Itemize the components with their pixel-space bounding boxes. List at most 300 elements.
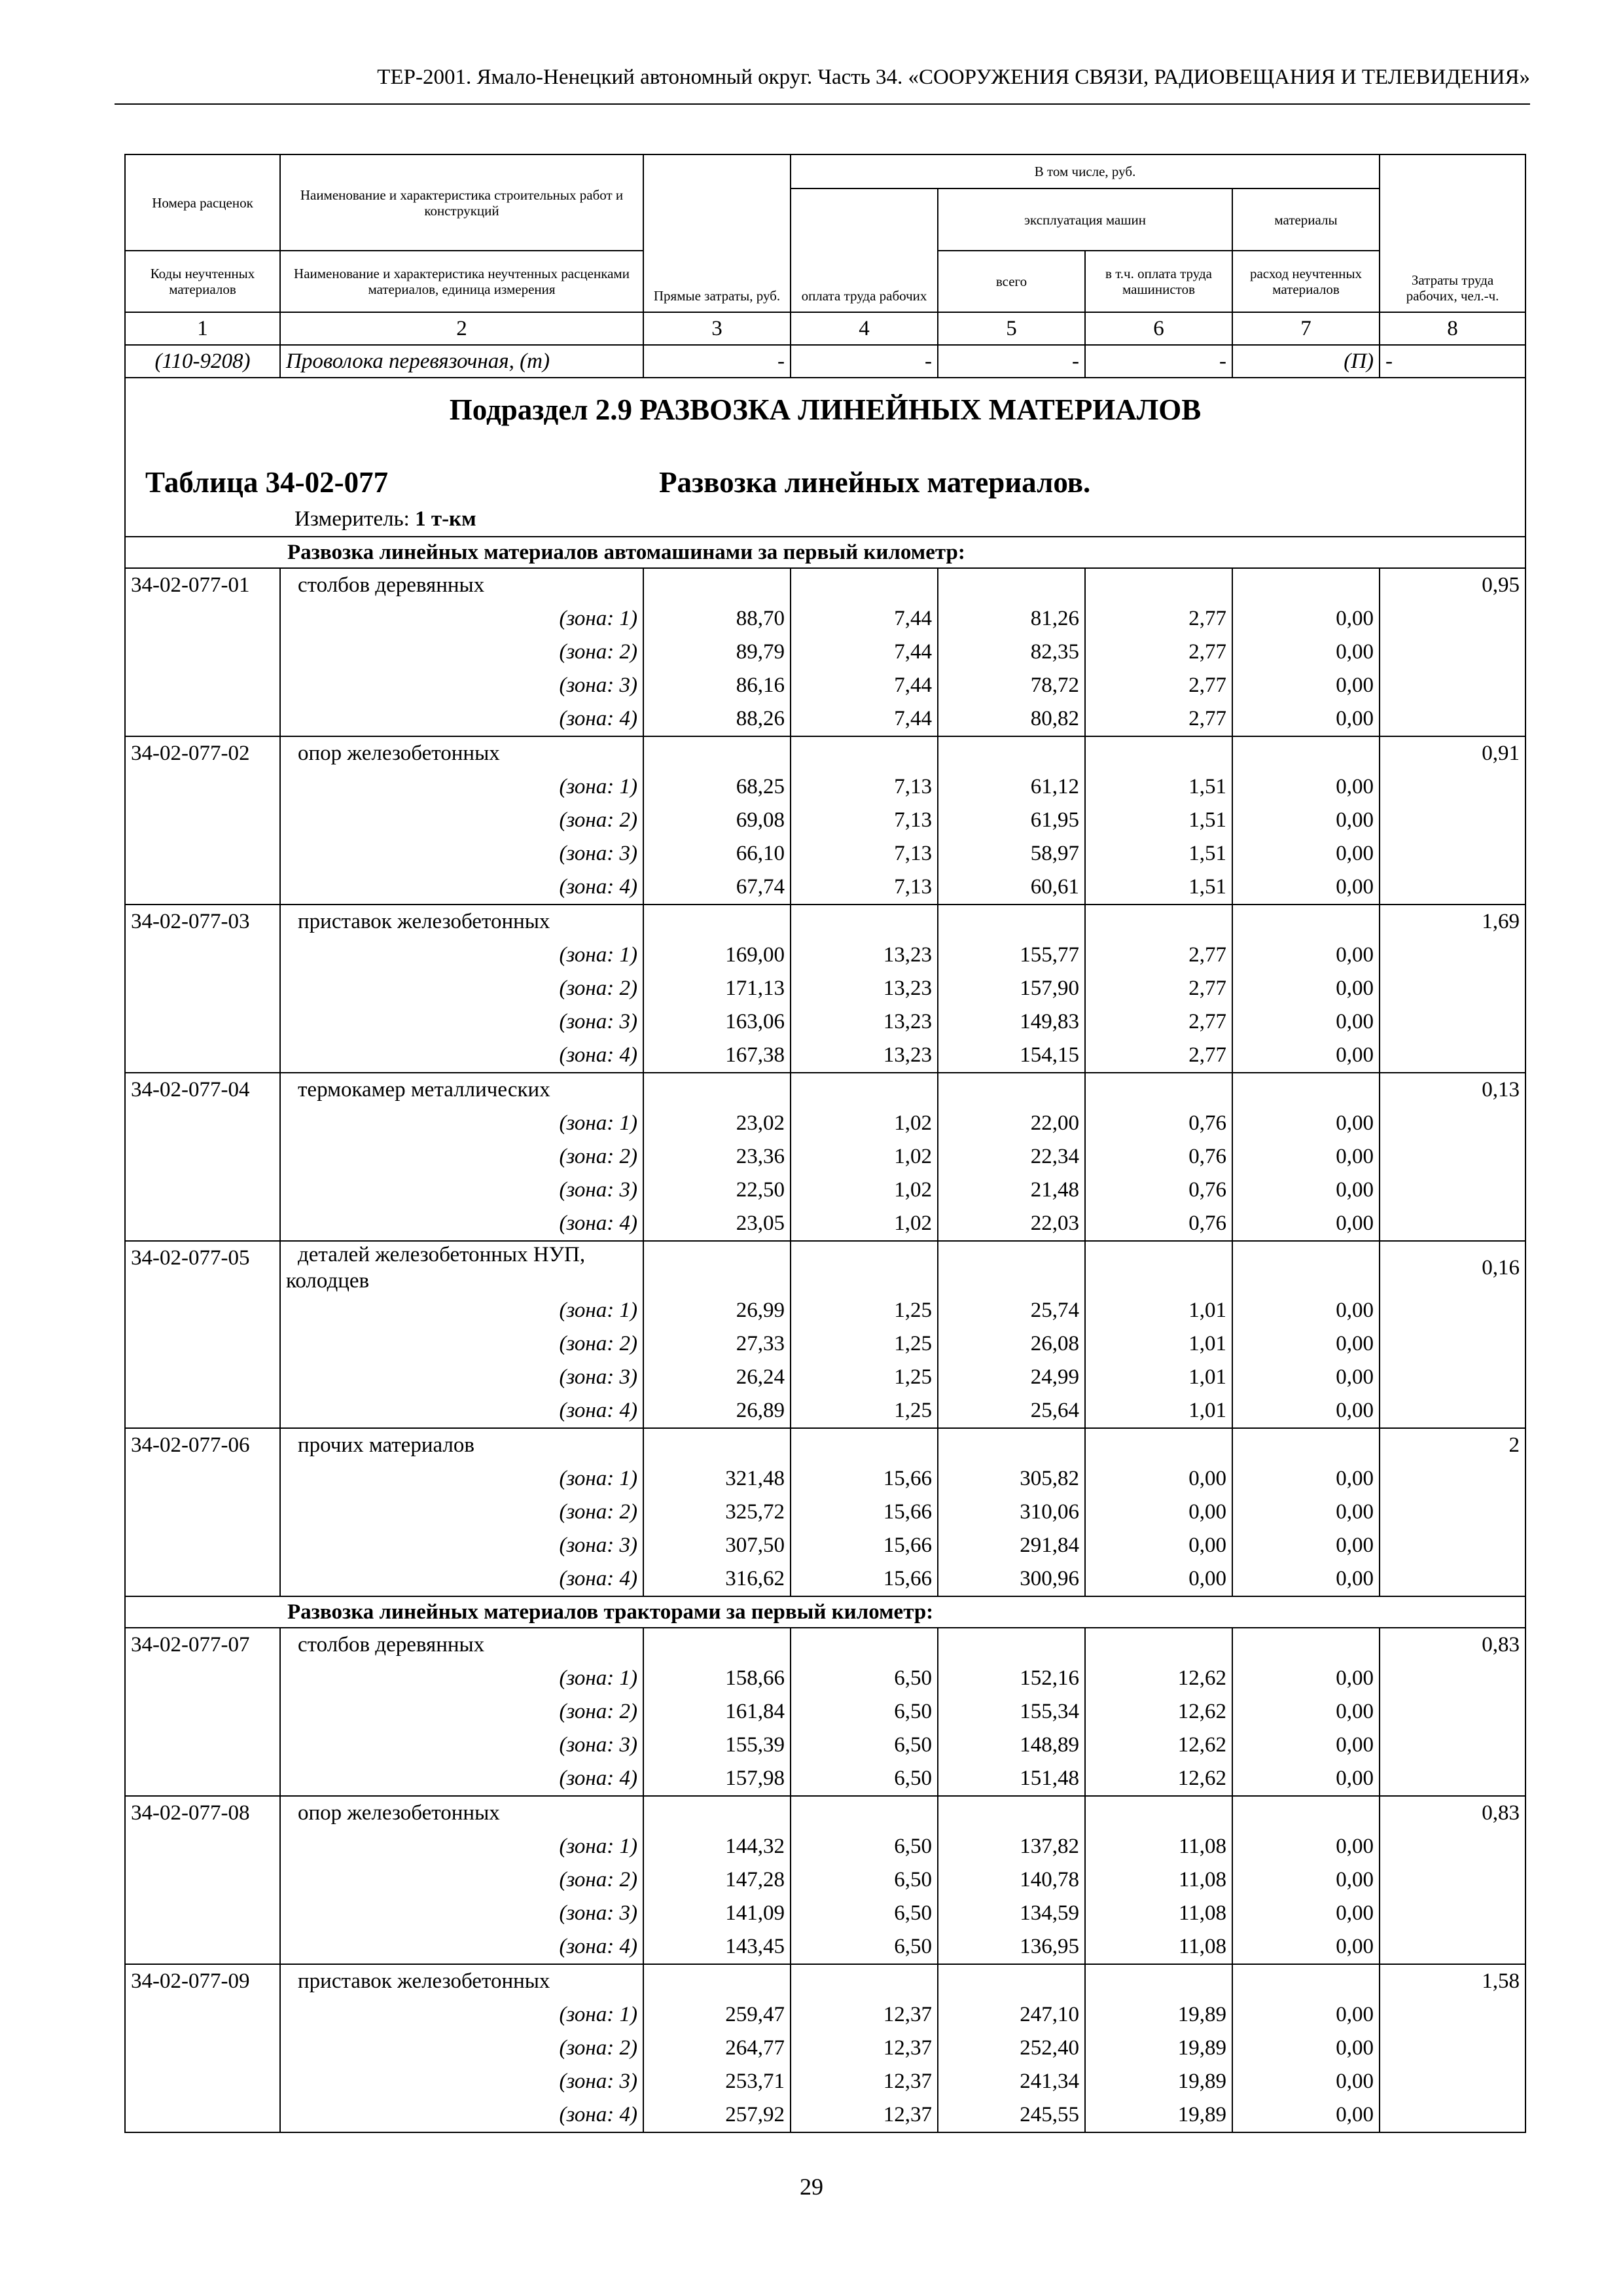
empty-cell [1380,1174,1525,1207]
empty-cell [125,636,280,669]
group-title: Развозка линейных материалов автомашинами за первый километр: [125,537,1525,568]
direct-cost: 68,25 [643,770,791,804]
col1-top-header: Номера расценок [125,154,280,251]
labor-pay: 6,50 [791,1930,938,1964]
empty-cell [1380,1462,1525,1496]
col-number: 4 [791,312,938,345]
rate-code: 34-02-077-09 [125,1964,280,1998]
zone-row [125,1562,1525,1596]
machinist-pay: 11,08 [1085,1897,1232,1930]
empty-cell [1380,669,1525,702]
labor-pay: 12,37 [791,2065,938,2098]
empty-cell [1380,1897,1525,1930]
table-body [125,537,1525,2132]
machinist-pay: 1,01 [1085,1361,1232,1394]
materials-cost: 0,00 [1232,1695,1380,1729]
empty-cell [938,1628,1085,1662]
empty-cell [1085,905,1232,939]
labor-pay: 6,50 [791,1897,938,1930]
empty-cell [1232,1073,1380,1107]
machine-total: 58,97 [938,837,1085,870]
empty-cell [791,1073,938,1107]
empty-cell [1232,568,1380,602]
direct-cost: 157,98 [643,1762,791,1796]
zone-label: (зона: 4) [280,1930,643,1964]
machinist-pay: 0,00 [1085,1529,1232,1562]
zone-row [125,770,1525,804]
rates-table [124,154,1526,2133]
labor-pay: 7,44 [791,602,938,636]
empty-cell [1380,1695,1525,1729]
item-row [125,1628,1525,1662]
labor-pay: 12,37 [791,1998,938,2032]
empty-cell [125,2032,280,2065]
item-name: деталей железобетонных НУП, колодцев [280,1241,643,1294]
materials-cost: 0,00 [1232,1729,1380,1762]
empty-cell [1232,1964,1380,1998]
machinist-pay: 1,51 [1085,804,1232,837]
table-caption [139,465,1512,505]
materials-cost: 0,00 [1232,1140,1380,1174]
wire-material-row [125,345,1525,378]
labor-cost: 0,91 [1380,736,1525,770]
machinist-pay: 19,89 [1085,2032,1232,2065]
empty-cell [125,1207,280,1241]
zone-label: (зона: 1) [280,1662,643,1695]
machinist-pay: 2,77 [1085,636,1232,669]
materials-cost: 0,00 [1232,972,1380,1005]
empty-cell [1380,1930,1525,1964]
machinist-pay: 0,76 [1085,1107,1232,1140]
empty-cell [1380,1496,1525,1529]
machine-total: 80,82 [938,702,1085,736]
empty-cell [938,1241,1085,1294]
empty-cell [1232,1428,1380,1462]
empty-cell [643,1964,791,1998]
empty-cell [791,905,938,939]
empty-cell [643,905,791,939]
zone-label: (зона: 2) [280,636,643,669]
wire-c4: - [791,345,938,378]
zone-label: (зона: 1) [280,1107,643,1140]
zone-label: (зона: 3) [280,2065,643,2098]
zone-label: (зона: 2) [280,1863,643,1897]
machinist-pay: 1,01 [1085,1394,1232,1428]
measure-unit [294,505,1512,533]
col1-bottom-header: Коды неучтенных материалов [125,251,280,312]
empty-cell [1380,1294,1525,1327]
empty-cell [125,1897,280,1930]
empty-cell [1380,1039,1525,1073]
table-name: Развозка линейных материалов. [659,466,1091,499]
empty-cell [125,669,280,702]
direct-cost: 23,36 [643,1140,791,1174]
empty-cell [1380,870,1525,905]
machinist-pay: 11,08 [1085,1863,1232,1897]
item-name: прочих материалов [280,1428,643,1462]
machine-total: 61,12 [938,770,1085,804]
empty-cell [643,1628,791,1662]
materials-cost: 0,00 [1232,1327,1380,1361]
zone-row [125,1107,1525,1140]
machine-total: 155,77 [938,939,1085,972]
empty-cell [125,1695,280,1729]
empty-cell [125,1562,280,1596]
zone-row [125,1998,1525,2032]
zone-row [125,1294,1525,1327]
empty-cell [1380,1394,1525,1428]
machinist-pay: 19,89 [1085,1998,1232,2032]
empty-cell [125,870,280,905]
labor-pay: 1,25 [791,1294,938,1327]
zone-label: (зона: 2) [280,1695,643,1729]
col-number: 1 [125,312,280,345]
machinist-pay: 2,77 [1085,972,1232,1005]
materials-cost: 0,00 [1232,939,1380,972]
empty-cell [125,602,280,636]
empty-cell [125,1930,280,1964]
machinist-pay: 19,89 [1085,2065,1232,2098]
item-name: термокамер металлических [280,1073,643,1107]
zone-row [125,1039,1525,1073]
machinist-pay: 2,77 [1085,939,1232,972]
materials-cost: 0,00 [1232,1039,1380,1073]
materials-cost: 0,00 [1232,2065,1380,2098]
zone-row [125,972,1525,1005]
empty-cell [1380,1762,1525,1796]
empty-cell [125,1462,280,1496]
zone-label: (зона: 1) [280,1294,643,1327]
rate-code: 34-02-077-02 [125,736,280,770]
labor-pay: 7,13 [791,837,938,870]
direct-cost: 141,09 [643,1897,791,1930]
materials-cost: 0,00 [1232,1005,1380,1039]
header-row-1 [125,154,1525,188]
zone-label: (зона: 4) [280,1562,643,1596]
col2-bottom-header: Наименование и характеристика неучтенных расценками материалов, единица измерения [280,251,643,312]
empty-cell [938,1796,1085,1830]
direct-cost: 316,62 [643,1562,791,1596]
direct-cost: 143,45 [643,1930,791,1964]
direct-cost: 23,05 [643,1207,791,1241]
item-name: опор железобетонных [280,1796,643,1830]
direct-cost: 23,02 [643,1107,791,1140]
empty-cell [1380,972,1525,1005]
materials-cost: 0,00 [1232,1294,1380,1327]
zone-row [125,1930,1525,1964]
materials-cost: 0,00 [1232,1529,1380,1562]
zone-label: (зона: 3) [280,669,643,702]
labor-pay: 6,50 [791,1695,938,1729]
direct-cost: 67,74 [643,870,791,905]
machine-total: 78,72 [938,669,1085,702]
empty-cell [1380,1107,1525,1140]
rate-code: 34-02-077-04 [125,1073,280,1107]
machinist-pay: 1,51 [1085,870,1232,905]
zone-label: (зона: 4) [280,1762,643,1796]
empty-cell [791,1796,938,1830]
column-numbers-row [125,312,1525,345]
zone-label: (зона: 3) [280,1529,643,1562]
direct-cost: 257,92 [643,2098,791,2132]
zone-row [125,1361,1525,1394]
labor-pay: 1,02 [791,1140,938,1174]
direct-cost: 27,33 [643,1327,791,1361]
empty-cell [1380,602,1525,636]
zone-row [125,1695,1525,1729]
machine-total: 300,96 [938,1562,1085,1596]
group-title: Развозка линейных материалов тракторами за первый километр: [125,1596,1525,1628]
labor-pay: 1,25 [791,1327,938,1361]
direct-cost: 158,66 [643,1662,791,1695]
direct-cost: 147,28 [643,1863,791,1897]
empty-cell [791,1241,938,1294]
direct-cost: 26,99 [643,1294,791,1327]
machine-total: 136,95 [938,1930,1085,1964]
machinist-pay: 1,01 [1085,1294,1232,1327]
zone-row [125,1394,1525,1428]
empty-cell [125,1529,280,1562]
empty-cell [938,1964,1085,1998]
materials-cost: 0,00 [1232,1762,1380,1796]
machines-header: эксплуатация машин [938,188,1232,251]
materials-cost: 0,00 [1232,702,1380,736]
zone-row [125,1140,1525,1174]
zone-label: (зона: 2) [280,1496,643,1529]
empty-cell [643,1428,791,1462]
machine-total: 245,55 [938,2098,1085,2132]
machine-total: 155,34 [938,1695,1085,1729]
materials-cost: 0,00 [1232,1830,1380,1863]
rate-code: 34-02-077-06 [125,1428,280,1462]
empty-cell [1380,1863,1525,1897]
empty-cell [1380,1998,1525,2032]
materials-cost: 0,00 [1232,602,1380,636]
empty-cell [1085,1964,1232,1998]
empty-cell [643,568,791,602]
item-row [125,1241,1525,1294]
item-row [125,568,1525,602]
labor-pay: 1,02 [791,1107,938,1140]
zone-row [125,1327,1525,1361]
labor-pay: 6,50 [791,1729,938,1762]
rate-code: 34-02-077-07 [125,1628,280,1662]
zone-row [125,1662,1525,1695]
materials-cost: 0,00 [1232,1930,1380,1964]
measure-value: 1 т-км [415,507,476,531]
empty-cell [125,939,280,972]
machine-total: 26,08 [938,1327,1085,1361]
empty-cell [125,1998,280,2032]
empty-cell [125,804,280,837]
materials-cost: 0,00 [1232,1174,1380,1207]
direct-cost: 144,32 [643,1830,791,1863]
empty-cell [125,2065,280,2098]
materials-cost: 0,00 [1232,1394,1380,1428]
zone-label: (зона: 1) [280,602,643,636]
wire-c3: - [643,345,791,378]
empty-cell [1380,636,1525,669]
zone-row [125,2098,1525,2132]
machine-total: 140,78 [938,1863,1085,1897]
group-title-row [125,537,1525,568]
machinist-pay: 1,51 [1085,837,1232,870]
item-name: приставок железобетонных [280,905,643,939]
zone-row [125,2032,1525,2065]
materials-cost: 0,00 [1232,1361,1380,1394]
col-number: 5 [938,312,1085,345]
item-row [125,905,1525,939]
machine-total: 152,16 [938,1662,1085,1695]
zone-row [125,1005,1525,1039]
empty-cell [125,1662,280,1695]
machine-total: 21,48 [938,1174,1085,1207]
empty-cell [1085,1073,1232,1107]
zone-label: (зона: 1) [280,1462,643,1496]
machinist-pay: 12,62 [1085,1762,1232,1796]
empty-cell [1380,1207,1525,1241]
empty-cell [791,1428,938,1462]
empty-cell [125,1327,280,1361]
empty-cell [1380,1327,1525,1361]
empty-cell [125,1294,280,1327]
direct-cost: 69,08 [643,804,791,837]
machine-total: 137,82 [938,1830,1085,1863]
col5-header: всего [938,251,1085,312]
labor-cost: 0,83 [1380,1796,1525,1830]
materials-cost: 0,00 [1232,1662,1380,1695]
machinist-pay: 11,08 [1085,1830,1232,1863]
col3-header: Прямые затраты, руб. [643,154,791,312]
machine-total: 310,06 [938,1496,1085,1529]
materials-cost: 0,00 [1232,1998,1380,2032]
labor-pay: 13,23 [791,939,938,972]
materials-cost: 0,00 [1232,2032,1380,2065]
empty-cell [1380,770,1525,804]
materials-cost: 0,00 [1232,1207,1380,1241]
zone-label: (зона: 3) [280,1174,643,1207]
machine-total: 61,95 [938,804,1085,837]
wire-c7: (П) [1232,345,1380,378]
zone-label: (зона: 1) [280,1998,643,2032]
direct-cost: 89,79 [643,636,791,669]
empty-cell [125,1140,280,1174]
empty-cell [125,702,280,736]
empty-cell [643,736,791,770]
col-number: 6 [1085,312,1232,345]
labor-pay: 6,50 [791,1762,938,1796]
zone-label: (зона: 1) [280,939,643,972]
materials-cost: 0,00 [1232,636,1380,669]
labor-pay: 7,44 [791,669,938,702]
direct-cost: 86,16 [643,669,791,702]
empty-cell [1380,2032,1525,2065]
empty-cell [791,1628,938,1662]
wire-c6: - [1085,345,1232,378]
zone-row [125,1462,1525,1496]
labor-pay: 1,25 [791,1394,938,1428]
machine-total: 252,40 [938,2032,1085,2065]
section-title-cell [125,378,1525,537]
machinist-pay: 19,89 [1085,2098,1232,2132]
empty-cell [1085,1241,1232,1294]
col-number: 2 [280,312,643,345]
page-number: 29 [800,2174,823,2200]
zone-label: (зона: 2) [280,1327,643,1361]
materials-cost: 0,00 [1232,1897,1380,1930]
machine-total: 305,82 [938,1462,1085,1496]
empty-cell [1380,1562,1525,1596]
empty-cell [125,1361,280,1394]
machinist-pay: 2,77 [1085,1039,1232,1073]
machine-total: 241,34 [938,2065,1085,2098]
machinist-pay: 11,08 [1085,1930,1232,1964]
empty-cell [1380,1140,1525,1174]
item-name: опор железобетонных [280,736,643,770]
empty-cell [1085,1796,1232,1830]
labor-pay: 7,13 [791,770,938,804]
machinist-pay: 2,77 [1085,702,1232,736]
empty-cell [125,972,280,1005]
zone-label: (зона: 3) [280,1361,643,1394]
labor-pay: 7,13 [791,804,938,837]
rate-code: 34-02-077-08 [125,1796,280,1830]
header-rule [115,103,1530,105]
direct-cost: 171,13 [643,972,791,1005]
direct-cost: 253,71 [643,2065,791,2098]
col6-header: в т.ч. оплата труда машинистов [1085,251,1232,312]
direct-cost: 155,39 [643,1729,791,1762]
labor-pay: 1,02 [791,1207,938,1241]
labor-pay: 15,66 [791,1529,938,1562]
empty-cell [125,1394,280,1428]
empty-cell [1380,1662,1525,1695]
zone-row [125,602,1525,636]
empty-cell [1380,1830,1525,1863]
empty-cell [938,736,1085,770]
section-title-row [125,378,1525,537]
machinist-pay: 0,76 [1085,1174,1232,1207]
machinist-pay: 0,00 [1085,1562,1232,1596]
materials-cost: 0,00 [1232,2098,1380,2132]
item-row [125,1073,1525,1107]
machine-total: 291,84 [938,1529,1085,1562]
machinist-pay: 2,77 [1085,669,1232,702]
zone-row [125,669,1525,702]
col8-header: Затраты труда рабочих, чел.-ч. [1380,154,1525,312]
zone-row [125,1174,1525,1207]
labor-cost: 0,16 [1380,1241,1525,1294]
zone-row [125,1496,1525,1529]
empty-cell [125,1729,280,1762]
materials-header: материалы [1232,188,1380,251]
machine-total: 25,74 [938,1294,1085,1327]
zone-label: (зона: 4) [280,2098,643,2132]
zone-label: (зона: 1) [280,1830,643,1863]
item-name: столбов деревянных [280,1628,643,1662]
item-row [125,1796,1525,1830]
empty-cell [643,1073,791,1107]
machine-total: 22,00 [938,1107,1085,1140]
zone-row [125,702,1525,736]
labor-pay: 7,13 [791,870,938,905]
empty-cell [125,770,280,804]
zone-row [125,1830,1525,1863]
col4-header: оплата труда рабочих [791,188,938,312]
materials-cost: 0,00 [1232,804,1380,837]
labor-cost: 0,83 [1380,1628,1525,1662]
empty-cell [1380,702,1525,736]
